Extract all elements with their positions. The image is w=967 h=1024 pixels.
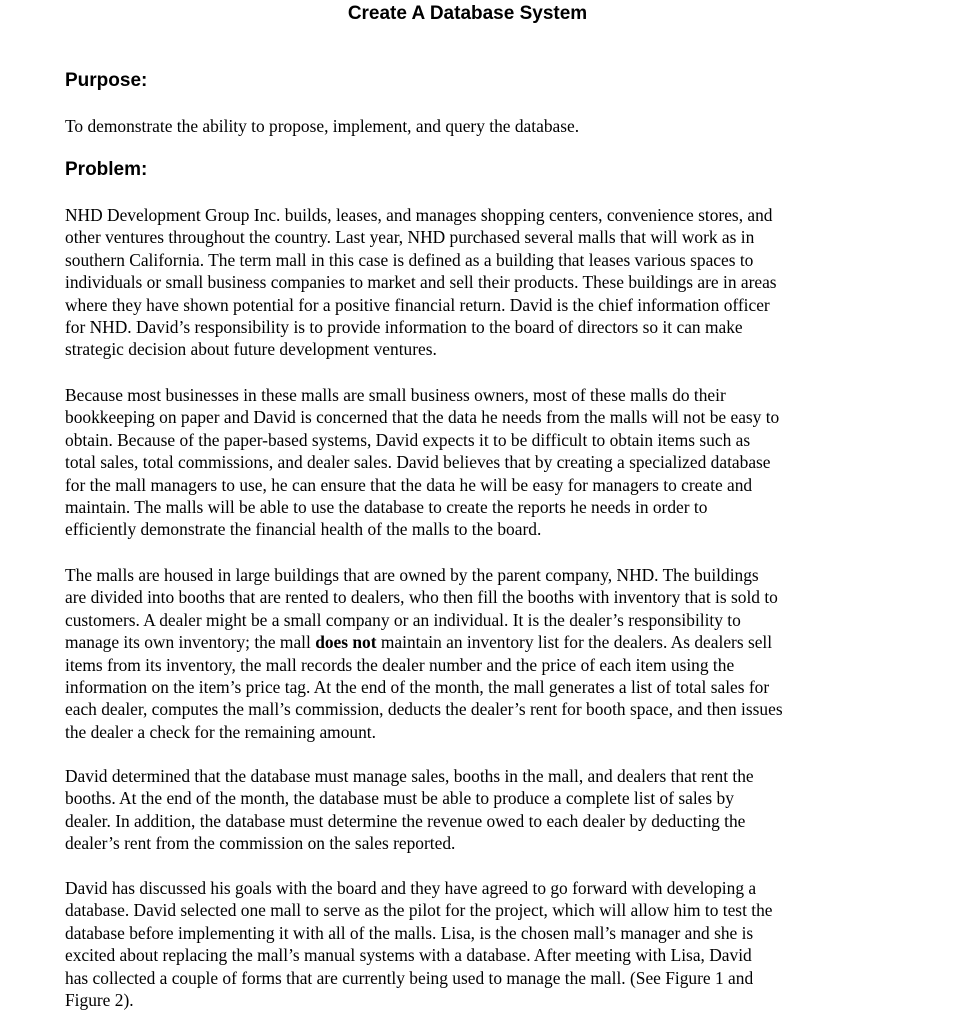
problem-paragraph-1 [65,204,777,361]
paragraph-line: for NHD. David’s responsibility is to provide information to the board of directors so it can make [65,317,743,338]
paragraph-line: excited about replacing the mall’s manual systems with a database. After meeting with Lisa, David [65,945,752,966]
paragraph-line: maintain. The malls will be able to use the database to create the reports he needs in order to [65,497,708,518]
paragraph-line: dealer. In addition, the database must determine the revenue owed to each dealer by deducting the [65,810,746,831]
paragraph-line: efficiently demonstrate the financial health of the malls to the board. [65,519,542,540]
paragraph-line: the dealer a check for the remaining amount. [65,721,376,742]
paragraph-line: has collected a couple of forms that are currently being used to manage the mall. (See Figure 1 and [65,967,754,988]
line-text-after-emphasis: maintain an inventory list for the dealers. As dealers sell [376,632,773,653]
paragraph-line: each dealer, computes the mall’s commission, deducts the dealer’s rent for booth space, and then issues [65,699,783,720]
purpose-text: To demonstrate the ability to propose, implement, and query the database. [65,116,580,136]
paragraph-line: David has discussed his goals with the board and they have agreed to go forward with developing a [65,878,757,898]
paragraph-line: where they have shown potential for a positive financial return. David is the chief information officer [65,294,770,315]
paragraph-line: dealer’s rent from the commission on the sales reported. [65,833,456,854]
purpose-heading: Purpose: [65,70,148,91]
paragraph-line: database before implementing it with all of the malls. Lisa, is the chosen mall’s manager and she is [65,922,754,943]
paragraph-line: items from its inventory, the mall records the dealer number and the price of each item using the [65,654,735,675]
paragraph-line: bookkeeping on paper and David is concerned that the data he needs from the malls will not be easy to [65,407,780,428]
document-title: Create A Database System [347,3,588,24]
paragraph-line: for the mall managers to use, he can ensure that the data he will be easy for managers to create and [65,474,753,495]
problem-paragraph-3 [65,564,783,743]
paragraph-line: total sales, total commissions, and dealer sales. David believes that by creating a specialized database [65,452,771,473]
paragraph-line: Because most businesses in these malls are small business owners, most of these malls do their [65,385,726,405]
paragraph-line: information on the item’s price tag. At the end of the month, the mall generates a list of total sales for [65,677,770,698]
problem-paragraph-4 [65,765,754,855]
paragraph-line: other ventures throughout the country. Last year, NHD purchased several malls that will work as in [65,227,755,248]
line-text-before-emphasis: manage its own inventory; the mall [65,632,316,653]
paragraph-line: customers. A dealer might be a small company or an individual. It is the dealer’s responsibility to [65,609,741,630]
paragraph-line: obtain. Because of the paper-based systems, David expects it to be difficult to obtain items such as [65,429,751,450]
paragraph-line: southern California. The term mall in this case is defined as a building that leases various spaces to [65,249,754,270]
problem-heading: Problem: [65,159,148,180]
paragraph-line: The malls are housed in large buildings that are owned by the parent company, NHD. The buildings [65,565,759,585]
problem-paragraph-5 [65,877,773,1011]
paragraph-line: Figure 2). [65,990,134,1011]
paragraph-line [65,631,783,653]
paragraph-line: individuals or small business companies to market and sell their products. These buildings are in areas [65,272,777,293]
paragraph-line: are divided into booths that are rented to dealers, who then fill the booths with inventory that is sold to [65,587,778,608]
paragraph-line: booths. At the end of the month, the database must be able to produce a complete list of sales by [65,788,734,809]
emphasis-does-not: does not [315,632,377,653]
paragraph-line: database. David selected one mall to serve as the pilot for the project, which will allow him to test the [65,900,773,921]
paragraph-line: strategic decision about future development ventures. [65,339,437,360]
paragraph-line: David determined that the database must manage sales, booths in the mall, and dealers that rent the [65,766,754,786]
problem-paragraph-2 [65,384,779,541]
paragraph-line: NHD Development Group Inc. builds, leases, and manages shopping centers, convenience stores, and [65,205,773,225]
